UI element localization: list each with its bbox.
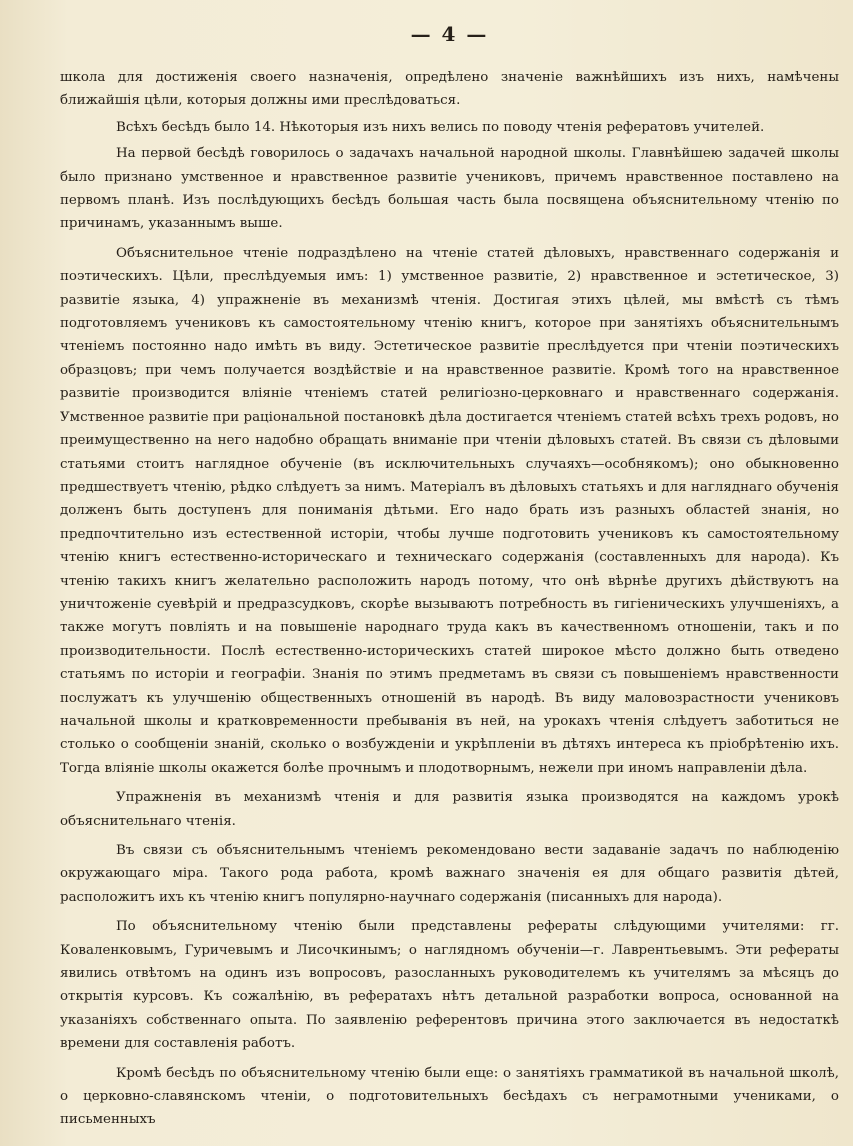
paragraph-continuation: школа для достиженія своего назначенія, опредѣлено значеніе важнѣйшихъ изъ нихъ, намѣчены ближайшія цѣли, которыя должны ими преслѣдоваться. xyxy=(60,70,839,109)
paragraph-explanatory-reading: Объяснительное чтеніе подраздѣлено на чтеніе статей дѣловыхъ, нравственнаго содержанія и поэтическихъ. Цѣли, преслѣдуемыя имъ: 1) умственное развитіе, 2) нравственное и эстетическое, 3) развитіе языка, 4) упражненіе въ механизмѣ чтенія. Достигая этихъ цѣлей, мы вмѣстѣ съ тѣмъ подготовляемъ учениковъ къ самостоятельному чтенію книгъ, которое при занятіяхъ объяснительнымъ чтеніемъ постоянно надо имѣть въ виду. Эстетическое развитіе преслѣдуется при чтеніи поэтическихъ образцовъ; при чемъ получается воздѣйствіе и на нравственное развитіе. Кромѣ того на нравственное развитіе производится вліяніе чтеніемъ статей религіозно-церковнаго и нравственнаго содержанія. Умственное развитіе при раціональной постановкѣ дѣла достигается чтеніемъ статей всѣхъ трехъ родовъ, но преимущественно на него надобно обращать вниманіе при чтеніи дѣловыхъ статей. Въ связи съ дѣловыми статьями стоитъ наглядное обученіе (въ исключительныхъ случаяхъ—особнякомъ); оно обыкновенно предшествуетъ чтенію, рѣдко слѣдуетъ за нимъ. Матеріалъ въ дѣловыхъ статьяхъ и для нагляднаго обученія долженъ быть доступенъ для пониманія дѣтьми. Его надо брать изъ разныхъ областей знанія, но предпочтительно изъ естественной исторіи, чтобы лучше подготовить учениковъ къ самостоятельному чтенію книгъ естественно-историческаго и техническаго содержанія (составленныхъ для народа). Къ чтенію такихъ книгъ желательно расположить народъ потому, что онѣ вѣрнѣе другихъ дѣйствуютъ на уничтоженіе суевѣрій и предразсудковъ, скорѣе вызываютъ потребность въ гигіеническихъ улучшеніяхъ, а также могутъ повліять и на повышеніе народнаго труда какъ въ качественномъ отношеніи, такъ и по производительности. Послѣ естественно-историческихъ статей широкое мѣсто должно быть отведено статьямъ по исторіи и географіи. Знанія по этимъ предметамъ въ связи съ повышеніемъ нравственности послужатъ къ улучшенію общественныхъ отношеній въ народѣ. Въ виду маловозрастности учениковъ начальной школы и кратковременности пребыванія въ ней, на урокахъ чтенія слѣдуетъ заботиться не столько о сообщеніи знаній, сколько о возбужденіи и укрѣпленіи въ дѣтяхъ интереса къ пріобрѣтенію ихъ. Тогда вліяніе школы окажется болѣе прочнымъ и плодотворнымъ, нежели при иномъ направленіи дѣла. xyxy=(60,245,839,776)
paragraph-other-talks: Кромѣ бесѣдъ по объяснительному чтенію были еще: о занятіяхъ грамматикой въ начальной школѣ, о церковно-славянскомъ чтеніи, о подготовительныхъ бесѣдахъ съ неграмотными учениками, о письменныхъ xyxy=(60,1065,839,1128)
paragraph-talks-count: Всѣхъ бесѣдъ было 14. Нѣкоторыя изъ нихъ велись по поводу чтенія рефератовъ учителей. xyxy=(116,119,765,135)
paragraph-exercises: Упражненія въ механизмѣ чтенія и для развитія языка производятся на каждомъ урокѣ объяснительнаго чтенія. xyxy=(60,790,839,829)
paragraph-observation-tasks: Въ связи съ объяснительнымъ чтеніемъ рекомендовано вести задаваніе задачъ по наблюденію окружающаго міра. Такого рода работа, кромѣ важнаго значенія ея для общаго развитія дѣтей, расположитъ ихъ къ чтенію книгъ популярно-научнаго содержанія (писанныхъ для народа). xyxy=(60,843,839,905)
page-number: — 4 — xyxy=(410,22,489,46)
paragraph-reports: По объяснительному чтенію были представлены рефераты слѣдующими учителями: гг. Коваленковымъ, Гуричевымъ и Лисочкинымъ; о наглядномъ обученіи—г. Лаврентьевымъ. Эти рефераты явились отвѣтомъ на одинъ изъ вопросовъ, разосланныхъ руководителемъ къ учителямъ за мѣсяцъ до открытія курсовъ. Къ сожалѣнію, въ рефератахъ нѣтъ детальной разработки вопроса, основанной на указаніяхъ собственнаго опыта. По заявленію референтовъ причина этого заключается въ недостаткѣ времени для составленія работъ. xyxy=(60,919,839,1052)
paragraph-first-talk: На первой бесѣдѣ говорилось о задачахъ начальной народной школы. Главнѣйшею задачей школы было признано умственное и нравственное развитіе учениковъ, причемъ нравственное поставлено на первомъ планѣ. Изъ послѣдующихъ бесѣдъ большая часть была посвящена объяснительному чтенію по причинамъ, указаннымъ выше. xyxy=(60,146,839,232)
